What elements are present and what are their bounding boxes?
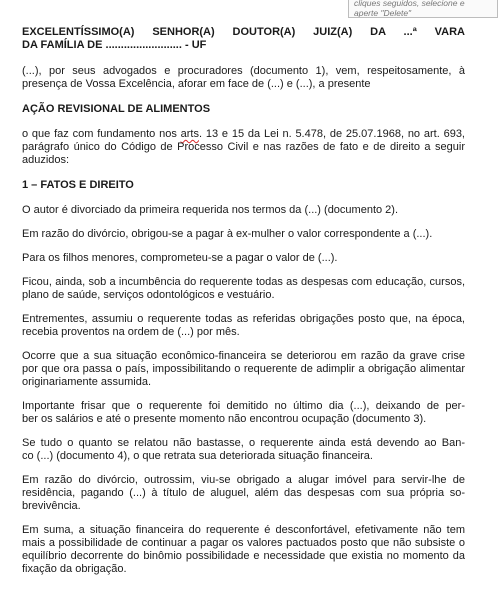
facts-paragraph-8 [22,437,465,463]
court-address-line-2: DA FAMÍLIA DE ......................... - UF [22,39,207,51]
facts-paragraph-4: Ficou, ainda, sob a incumbência do requerente todas as despesas com educação, cursos, plano de saúde, serviços odontológicos e vestuário. [22,276,465,301]
legal-basis-paragraph [22,128,465,167]
facts-paragraph-9-line-2: brevivência. [22,500,81,512]
comment-line-1: cliques seguidos, selecione e [354,0,465,8]
court-address-line-1: EXCELENTÍSSIMO(A) SENHOR(A) DOUTOR(A) JUIZ(A) DA ...ª VARA [22,26,465,38]
facts-paragraph-9-line-1: Em razão do divórcio, outrossim, viu-se obrigado a alugar imóvel para servir-lhe de residência, pagando (...) à título de aluguel, além das despesas com sua própria so- [22,474,465,499]
facts-paragraph-6: Ocorre que a sua situação econômico-financeira se deteriorou em razão da grave crise por que ora passa o país, impossibilitando o requerente de adimplir a obrigação alimentar originariamente assumida. [22,350,465,388]
facts-paragraph-9 [22,474,465,513]
comment-line-2: aperte "Delete" [354,8,412,18]
document-body [22,26,465,576]
facts-paragraph-8-line-1: Se tudo o quanto se relatou não bastasse, o requerente ainda está devendo ao Ban- [22,437,465,449]
spellcheck-flagged-word[interactable]: arts [180,128,199,140]
facts-paragraph-2: Em razão do divórcio, obrigou-se a pagar à ex-mulher o valor correspondente a (...). [22,228,433,240]
comment-balloon[interactable] [348,0,498,18]
facts-paragraph-1: O autor é divorciado da primeira requerida nos termos da (...) (documento 2). [22,204,399,216]
section-title: 1 – FATOS E DIREITO [22,179,134,191]
action-title: AÇÃO REVISIONAL DE ALIMENTOS [22,103,211,115]
court-address-heading [22,26,465,52]
facts-paragraph-7 [22,400,465,426]
facts-paragraph-8-line-2: co (...) (documento 4), o que retrata sua deteriorada situação financeira. [22,450,373,462]
facts-paragraph-7-line-1: Importante frisar que o requerente foi demitido no último dia (...), deixando de per- [22,400,465,412]
facts-paragraph-3: Para os filhos menores, comprometeu-se a pagar o valor de (...). [22,252,338,264]
facts-paragraph-7-line-2: ber os salários e até o presente momento não encontrou ocupação (documento 3). [22,413,427,425]
legal-basis-before: o que faz com fundamento nos [22,128,181,140]
facts-paragraph-5: Entrementes, assumiu o requerente todas as referidas obrigações posto que, na época, recebia proventos na ordem de (...) por mês. [22,313,465,338]
intro-paragraph: (...), por seus advogados e procuradores (documento 1), vem, respeitosamente, à presença de Vossa Excelência, aforar em face de (...) e (...), a presente [22,65,465,90]
legal-basis-after: . 13 e 15 da Lei n. 5.478, de 25.07.1968, no art. 693, parágrafo único do Código de Processo Civil e nas razões de fato e de direito a seguir aduzidos: [22,128,465,166]
facts-paragraph-10: Em suma, a situação financeira do requerente é desconfortável, efetivamente não tem mais a possibilidade de continuar a pagar os valores pactuados posto que não subsiste o equilíbrio decorrente do binômio possibilidade e necessidade que existia no momento da fixação da obrigação. [22,524,465,575]
